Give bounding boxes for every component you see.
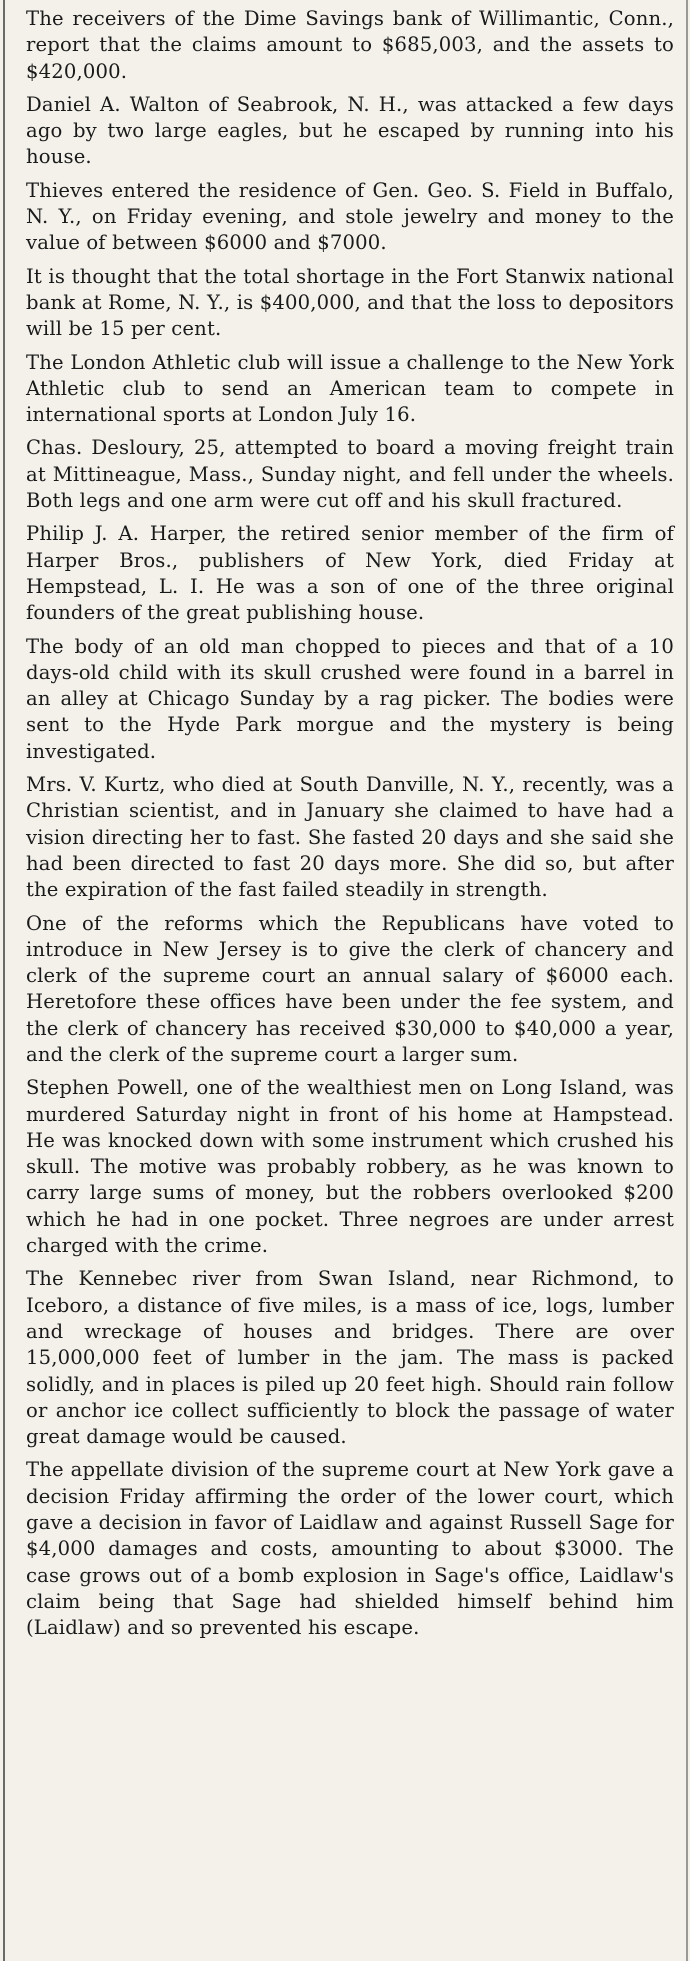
news-item: Daniel A. Walton of Seabrook, N. H., was attacked a few days ago by two large eagles, but he escaped by running into his house.	[26, 92, 674, 169]
news-item: It is thought that the total shortage in the Fort Stanwix national bank at Rome, N. Y., is $400,000, and that the loss to depositors will be 15 per cent.	[26, 264, 674, 341]
news-item: Stephen Powell, one of the wealthiest men on Long Island, was murdered Saturday night in front of his home at Hampstead. He was knocked down with some instrument which crushed his skull. The motive was probably robbery, as he was known to carry large sums of money, but the robbers overlooked $200 which he had in one pocket. Three negroes are under arrest charged with the crime.	[26, 1076, 674, 1258]
news-item: The appellate division of the supreme court at New York gave a decision Friday affirming the order of the lower court, which gave a decision in favor of Laidlaw and against Russell Sage for $4,000 damages and costs, amounting to about $3000. The case grows out of a bomb explosion in Sage's office, Laidlaw's claim being that Sage had shielded himself behind him (Laidlaw) and so prevented his escape.	[26, 1458, 674, 1640]
news-item: The body of an old man chopped to pieces and that of a 10 days-old child with its skull crushed were found in a barrel in an alley at Chicago Sunday by a rag picker. The bodies were sent to the Hyde Park morgue and the mystery is being investigated.	[26, 634, 674, 763]
news-item: The Kennebec river from Swan Island, near Richmond, to Iceboro, a distance of five miles, is a mass of ice, logs, lumber and wreckage of houses and bridges. There are over 15,000,000 feet of lumber in the jam. The mass is packed solidly, and in places is piled up 20 feet high. Should rain follow or anchor ice collect sufficiently to block the passage of water great damage would be caused.	[26, 1267, 674, 1449]
news-item: The receivers of the Dime Savings bank of Willimantic, Conn., report that the claims amount to $685,003, and the assets to $420,000.	[26, 7, 674, 83]
news-item: One of the reforms which the Republicans have voted to introduce in New Jersey is to give the clerk of chancery and clerk of the supreme court an annual salary of $6000 each. Heretofore these offices have been under the fee system, and the clerk of chancery has received $30,000 to $40,000 a year, and the clerk of the supreme court a larger sum.	[26, 911, 674, 1066]
news-item: Mrs. V. Kurtz, who died at South Danville, N. Y., recently, was a Christian scientist, and in January she claimed to have had a vision directing her to fast. She fasted 20 days and she said she had been directed to fast 20 days more. She did so, but after the expiration of the fast failed steadily in strength.	[26, 773, 674, 902]
column-rule-right	[686, 0, 688, 1961]
news-item: Chas. Desloury, 25, attempted to board a moving freight train at Mittineague, Mass., Sunday night, and fell under the wheels. Both legs and one arm were cut off and his skull fractured.	[26, 436, 674, 513]
news-item: Philip J. A. Harper, the retired senior member of the firm of Harper Bros., publishers of New York, died Friday at Hempstead, L. I. He was a son of one of the three original founders of the great publishing house.	[26, 522, 674, 625]
column-rule-left	[3, 0, 5, 1961]
news-item: Thieves entered the residence of Gen. Geo. S. Field in Buffalo, N. Y., on Friday evening, and stole jewelry and money to the value of between $6000 and $7000.	[26, 178, 674, 255]
news-item: The London Athletic club will issue a challenge to the New York Athletic club to send an American team to compete in international sports at London July 16.	[26, 350, 674, 427]
news-column	[26, 6, 674, 1649]
